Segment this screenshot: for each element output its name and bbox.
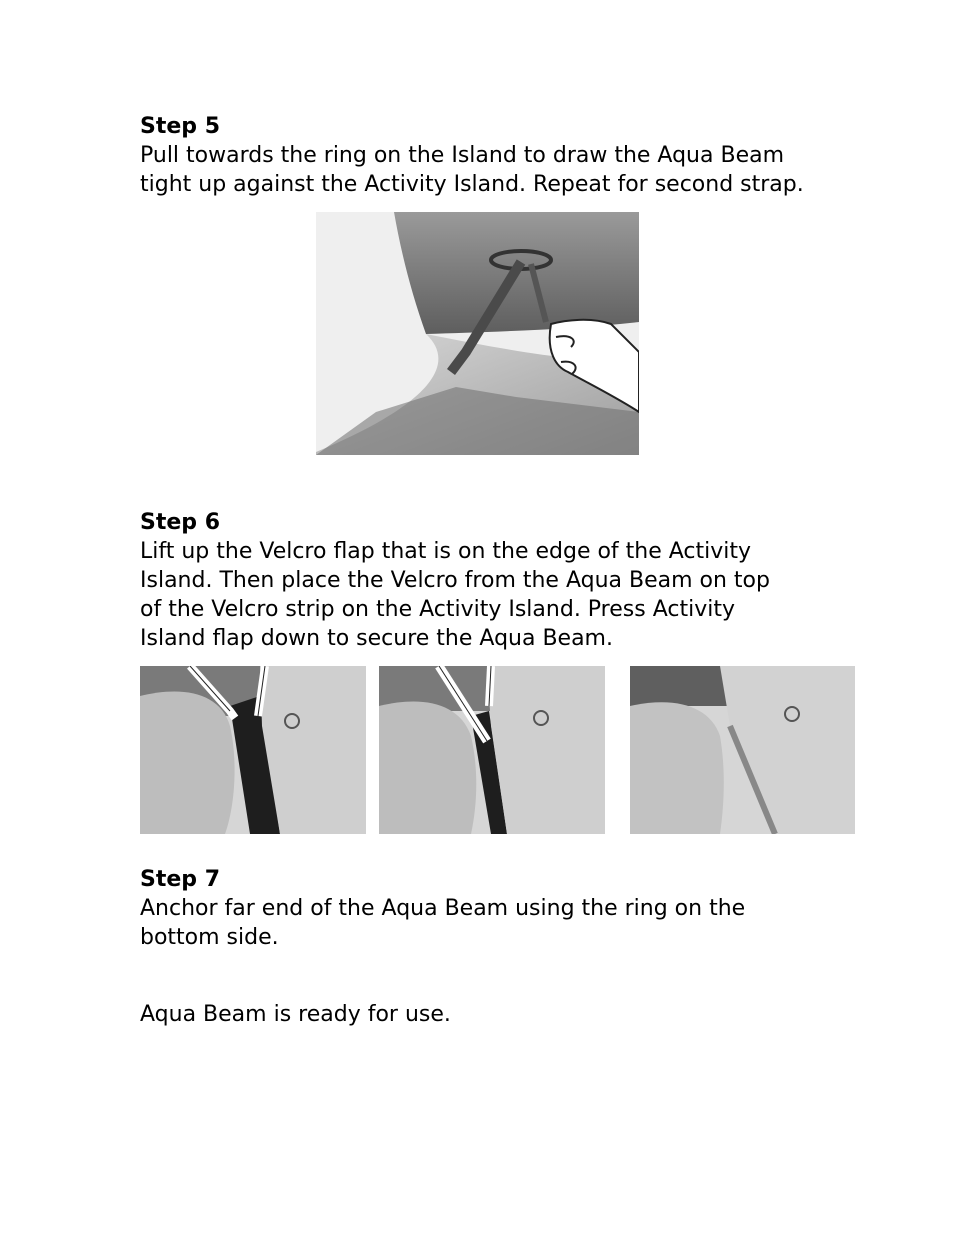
step-6-photo-place-velcro [379, 666, 605, 834]
step-5-photo-strap-pull [316, 212, 639, 455]
step-5-instructions: Pull towards the ring on the Island to draw the Aqua Beam tight up against the Activity Island. Repeat for second strap. [140, 143, 804, 197]
step-6-instructions: Lift up the Velcro flap that is on the edge of the Activity Island. Then place the Velcro from the Aqua Beam on top of the Velcro strip on the Activity Island. Press Activity Island flap down to secure the Aqua Beam. [140, 539, 770, 651]
step-5-heading: Step 5 [140, 114, 220, 139]
step-6-photo-lift-flap [140, 666, 366, 834]
step-7-section [140, 865, 840, 952]
step-7-instructions: Anchor far end of the Aqua Beam using the ring on the bottom side. [140, 896, 746, 950]
step-6-heading: Step 6 [140, 510, 220, 535]
closing-text: Aqua Beam is ready for use. [140, 1002, 451, 1027]
step-6-section [140, 508, 840, 653]
step-6-photo-flap-secured [630, 666, 855, 834]
closing-section [140, 1000, 840, 1029]
step-5-section [140, 112, 840, 199]
step-7-heading: Step 7 [140, 867, 220, 892]
